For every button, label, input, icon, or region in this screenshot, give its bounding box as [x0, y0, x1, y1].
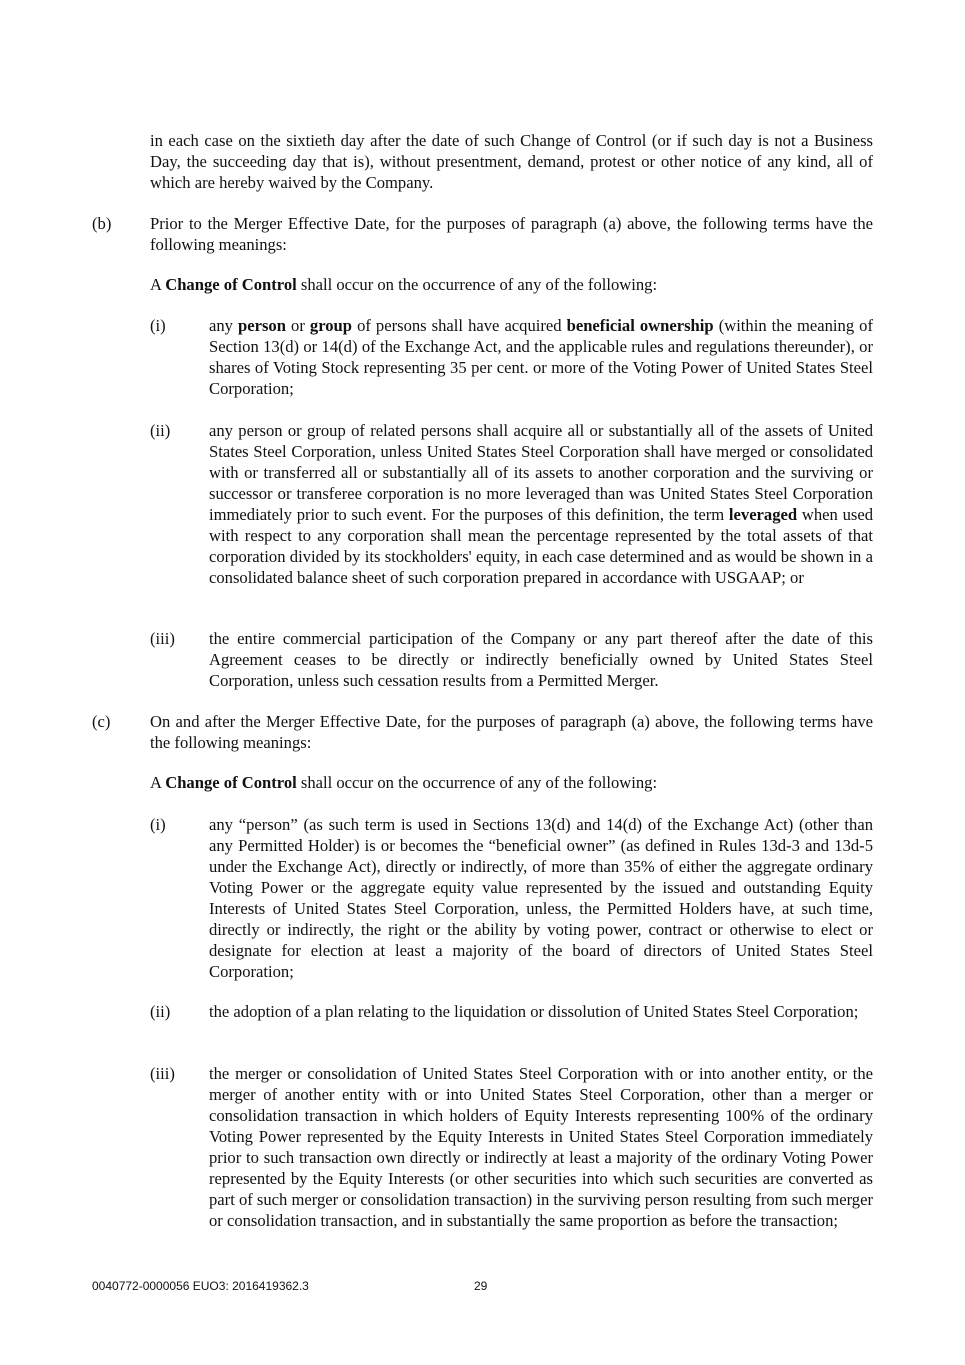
- defined-term-group: group: [309, 316, 353, 335]
- defined-term-leveraged: leveraged: [728, 505, 798, 524]
- item-text: of persons shall have acquired: [352, 316, 567, 335]
- defined-term-person: person: [238, 316, 286, 335]
- section-b-lead-paragraph: [150, 274, 873, 295]
- section-c-paragraph: On and after the Merger Effective Date, for the purposes of paragraph (a) above, the following terms have the following meanings:: [150, 712, 873, 752]
- section-c-item-iii-label: (iii): [150, 1064, 175, 1083]
- lead-text: A: [150, 275, 166, 294]
- section-c-lead-paragraph: [150, 772, 873, 793]
- section-b-item-ii-paragraph: [209, 420, 873, 588]
- section-c-label: (c): [92, 712, 111, 731]
- section-b-item-ii-label: (ii): [150, 421, 171, 440]
- section-b-item-i-label: (i): [150, 316, 166, 335]
- section-b-label: (b): [92, 214, 112, 233]
- lead-text: shall occur on the occurrence of any of the following:: [296, 275, 658, 294]
- item-text: any person or group of related persons shall acquire all or substantially all of the assets of United States Steel Corporation, unless United States Steel Corporation shall have merged or consolidated with or transferred all or substantially all of its assets to another corporation and the surviving or successor or transferee corporation is no more leveraged than was United States Steel Corporation immediately prior to such event. For the purposes of this definition, the term: [209, 421, 873, 524]
- defined-term-change-of-control: Change of Control: [165, 773, 297, 792]
- lead-text: A: [150, 773, 166, 792]
- footer-page-number: 29: [474, 1279, 488, 1293]
- section-c-item-i-paragraph: any “person” (as such term is used in Sections 13(d) and 14(d) of the Exchange Act) (other than any Permitted Holder) is or becomes the “beneficial owner” (as defined in Rules 13d-3 and 13d-5 under the Exchange Act), directly or indirectly, of more than 35% of either the aggregate ordinary Voting Power or the aggregate equity value represented by the issued and outstanding Equity Interests of United States Steel Corporation, unless, the Permitted Holders have, at such time, directly or indirectly, the right or the ability by voting power, contract or otherwise to elect or designate for election at least a majority of the board of directors of United States Steel Corporation;: [209, 815, 873, 981]
- intro-continuation-paragraph: in each case on the sixtieth day after the date of such Change of Control (or if such day is not a Business Day, the succeeding day that is), without presentment, demand, protest or other notice of any kind, all of which are hereby waived by the Company.: [150, 131, 873, 192]
- footer-doc-reference: 0040772-0000056 EUO3: 2016419362.3: [92, 1279, 309, 1293]
- item-text: when used with respect to any corporation shall mean the percentage represented by the total assets of that corporation divided by its stockholders' equity, in each case determined and as would be shown in a consolidated balance sheet of such corporation prepared in accordance with USGAAP; or: [209, 505, 873, 587]
- section-b-item-iii-label: (iii): [150, 629, 175, 648]
- lead-text: shall occur on the occurrence of any of the following:: [296, 773, 658, 792]
- section-b-paragraph: Prior to the Merger Effective Date, for the purposes of paragraph (a) above, the following terms have the following meanings:: [150, 214, 873, 254]
- section-b-item-iii-paragraph: the entire commercial participation of the Company or any part thereof after the date of this Agreement ceases to be directly or indirectly beneficially owned by United States Steel Corporation, unless such cessation results from a Permitted Merger.: [209, 629, 873, 690]
- section-c-item-ii-paragraph: the adoption of a plan relating to the liquidation or dissolution of United States Steel Corporation;: [209, 1002, 859, 1021]
- section-c-item-ii-label: (ii): [150, 1002, 171, 1021]
- defined-term-beneficial-ownership: beneficial ownership: [566, 316, 714, 335]
- section-c-item-i-label: (i): [150, 815, 166, 834]
- section-b-item-i-paragraph: [209, 315, 873, 399]
- defined-term-change-of-control: Change of Control: [165, 275, 297, 294]
- item-text: or: [285, 316, 310, 335]
- section-c-item-iii-paragraph: the merger or consolidation of United States Steel Corporation with or into another entity, or the merger of another entity with or into United States Steel Corporation, other than a merger or consolidation transaction in which holders of Equity Interests representing 100% of the ordinary Voting Power represented by the Equity Interests in United States Steel Corporation immediately prior to such transaction own directly or indirectly at least a majority of the ordinary Voting Power represented by the Equity Interests (or other securities into which such securities are converted as part of such merger or consolidation transaction) in the surviving person resulting from such merger or consolidation transaction, and in substantially the same proportion as before the transaction;: [209, 1064, 873, 1230]
- item-text: (within the meaning of Section 13(d) or 14(d) of the Exchange Act, and the applicable rules and regulations thereunder), or shares of Voting Stock representing 35 per cent. or more of the Voting Power of United States Steel Corporation;: [209, 316, 873, 398]
- item-text: any: [209, 316, 239, 335]
